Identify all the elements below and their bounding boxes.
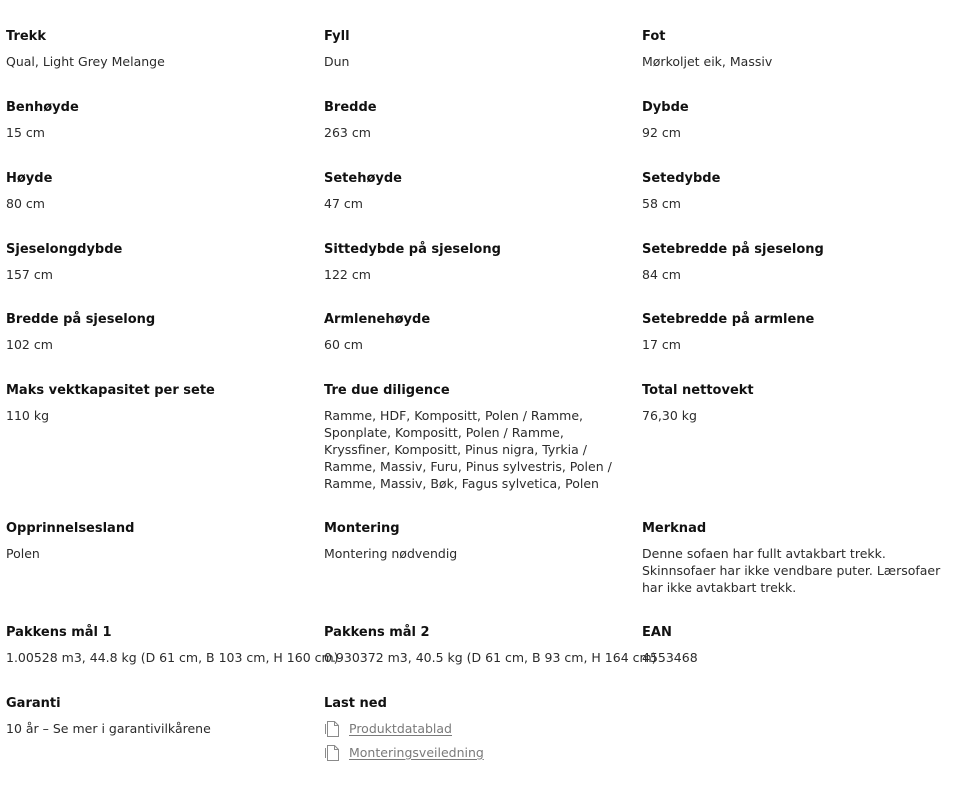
spec-label: Sittedybde på sjeselong (324, 242, 501, 257)
spec-label: Høyde (6, 171, 53, 186)
spec-value: 157 cm (6, 267, 53, 282)
spec-label: Total nettovekt (642, 383, 754, 398)
spec-label: Sjeselongdybde (6, 242, 123, 257)
spec-label: Setebredde på sjeselong (642, 242, 824, 257)
spec-label: Opprinnelsesland (6, 521, 135, 536)
spec-label: Fot (642, 29, 666, 44)
spec-ean (642, 624, 952, 666)
spec-value: 80 cm (6, 196, 45, 211)
spec-value: 110 kg (6, 408, 50, 423)
spec-value: 60 cm (324, 337, 363, 352)
download-monteringsveiledning-link[interactable] (324, 744, 634, 761)
document-icon (324, 744, 342, 762)
spec-bredde (324, 99, 634, 141)
spec-value: 15 cm (6, 125, 45, 140)
spec-label: Pakkens mål 2 (324, 625, 430, 640)
spec-label: Montering (324, 521, 400, 536)
spec-label: Merknad (642, 521, 707, 536)
spec-label: Bredde på sjeselong (6, 312, 156, 327)
spec-label: Setedybde (642, 171, 721, 186)
spec-label: Setebredde på armlene (642, 312, 815, 327)
download-produktdatablad-link[interactable] (324, 720, 634, 737)
spec-label: Benhøyde (6, 100, 79, 115)
spec-value: Denne sofaen har fullt avtakbart trekk. Skinnsofaer har ikke vendbare puter. Lærsofaer har ikke avtakbart trekk. (642, 546, 941, 595)
spec-tre-due-diligence (324, 382, 629, 492)
spec-value: 47 cm (324, 196, 363, 211)
spec-value: Mørkoljet eik, Massiv (642, 54, 773, 69)
spec-sittedybde-sjeselong (324, 241, 634, 283)
spec-setehoyde (324, 170, 634, 212)
spec-sjeselongdybde (6, 241, 316, 283)
document-icon (324, 720, 342, 738)
spec-value: 0.930372 m3, 40.5 kg (D 61 cm, B 93 cm, H 164 cm) (324, 650, 657, 665)
spec-label: Garanti (6, 696, 61, 711)
spec-value: 102 cm (6, 337, 53, 352)
spec-value: 84 cm (642, 267, 681, 282)
download-link-label[interactable]: Produktdatablad (349, 721, 452, 736)
spec-fot (642, 28, 952, 70)
spec-benhoyde (6, 99, 316, 141)
spec-pakkens-mal-1 (6, 624, 339, 666)
spec-label: Trekk (6, 29, 46, 44)
spec-value: 92 cm (642, 125, 681, 140)
spec-bredde-sjeselong (6, 311, 316, 353)
spec-value: Montering nødvendig (324, 546, 458, 561)
spec-value: 1.00528 m3, 44.8 kg (D 61 cm, B 103 cm, H 160 cm) (6, 650, 339, 665)
spec-fyll (324, 28, 634, 70)
spec-value: Qual, Light Grey Melange (6, 54, 165, 69)
spec-value: 58 cm (642, 196, 681, 211)
spec-setedybde (642, 170, 952, 212)
spec-label: Armlenehøyde (324, 312, 431, 327)
spec-value: 4553468 (642, 650, 698, 665)
download-link-label[interactable]: Monteringsveiledning (349, 745, 484, 760)
spec-garanti (6, 695, 316, 737)
spec-label: EAN (642, 625, 672, 640)
spec-setebredde-armlene (642, 311, 952, 353)
spec-value: 263 cm (324, 125, 371, 140)
spec-setebredde-sjeselong (642, 241, 952, 283)
spec-hoyde (6, 170, 316, 212)
spec-value: 76,30 kg (642, 408, 697, 423)
spec-trekk (6, 28, 316, 70)
spec-last-ned (324, 695, 634, 761)
spec-value: 122 cm (324, 267, 371, 282)
spec-value: Ramme, HDF, Kompositt, Polen / Ramme, Sponplate, Kompositt, Polen / Ramme, Kryssfiner, Kompositt, Pinus nigra, Tyrkia / Ramme, Massiv, Furu, Pinus sylvestris, Polen / Ramme, Massiv, Bøk, Fagus sylvetica, Polen (324, 408, 612, 491)
spec-label: Fyll (324, 29, 350, 44)
spec-montering (324, 520, 634, 562)
spec-label: Last ned (324, 696, 387, 711)
spec-label: Maks vektkapasitet per sete (6, 383, 215, 398)
spec-label: Setehøyde (324, 171, 402, 186)
spec-dybde (642, 99, 952, 141)
spec-label: Dybde (642, 100, 689, 115)
spec-label: Bredde (324, 100, 377, 115)
spec-merknad (642, 520, 954, 596)
spec-value: Dun (324, 54, 350, 69)
spec-label: Tre due diligence (324, 383, 450, 398)
spec-label: Pakkens mål 1 (6, 625, 112, 640)
spec-maks-vekt (6, 382, 316, 424)
spec-opprinnelsesland (6, 520, 316, 562)
spec-total-nettovekt (642, 382, 952, 424)
spec-armlenehoyde (324, 311, 634, 353)
warranty-link[interactable]: 10 år – Se mer i garantivilkårene (6, 721, 211, 736)
spec-value: Polen (6, 546, 40, 561)
spec-value: 17 cm (642, 337, 681, 352)
